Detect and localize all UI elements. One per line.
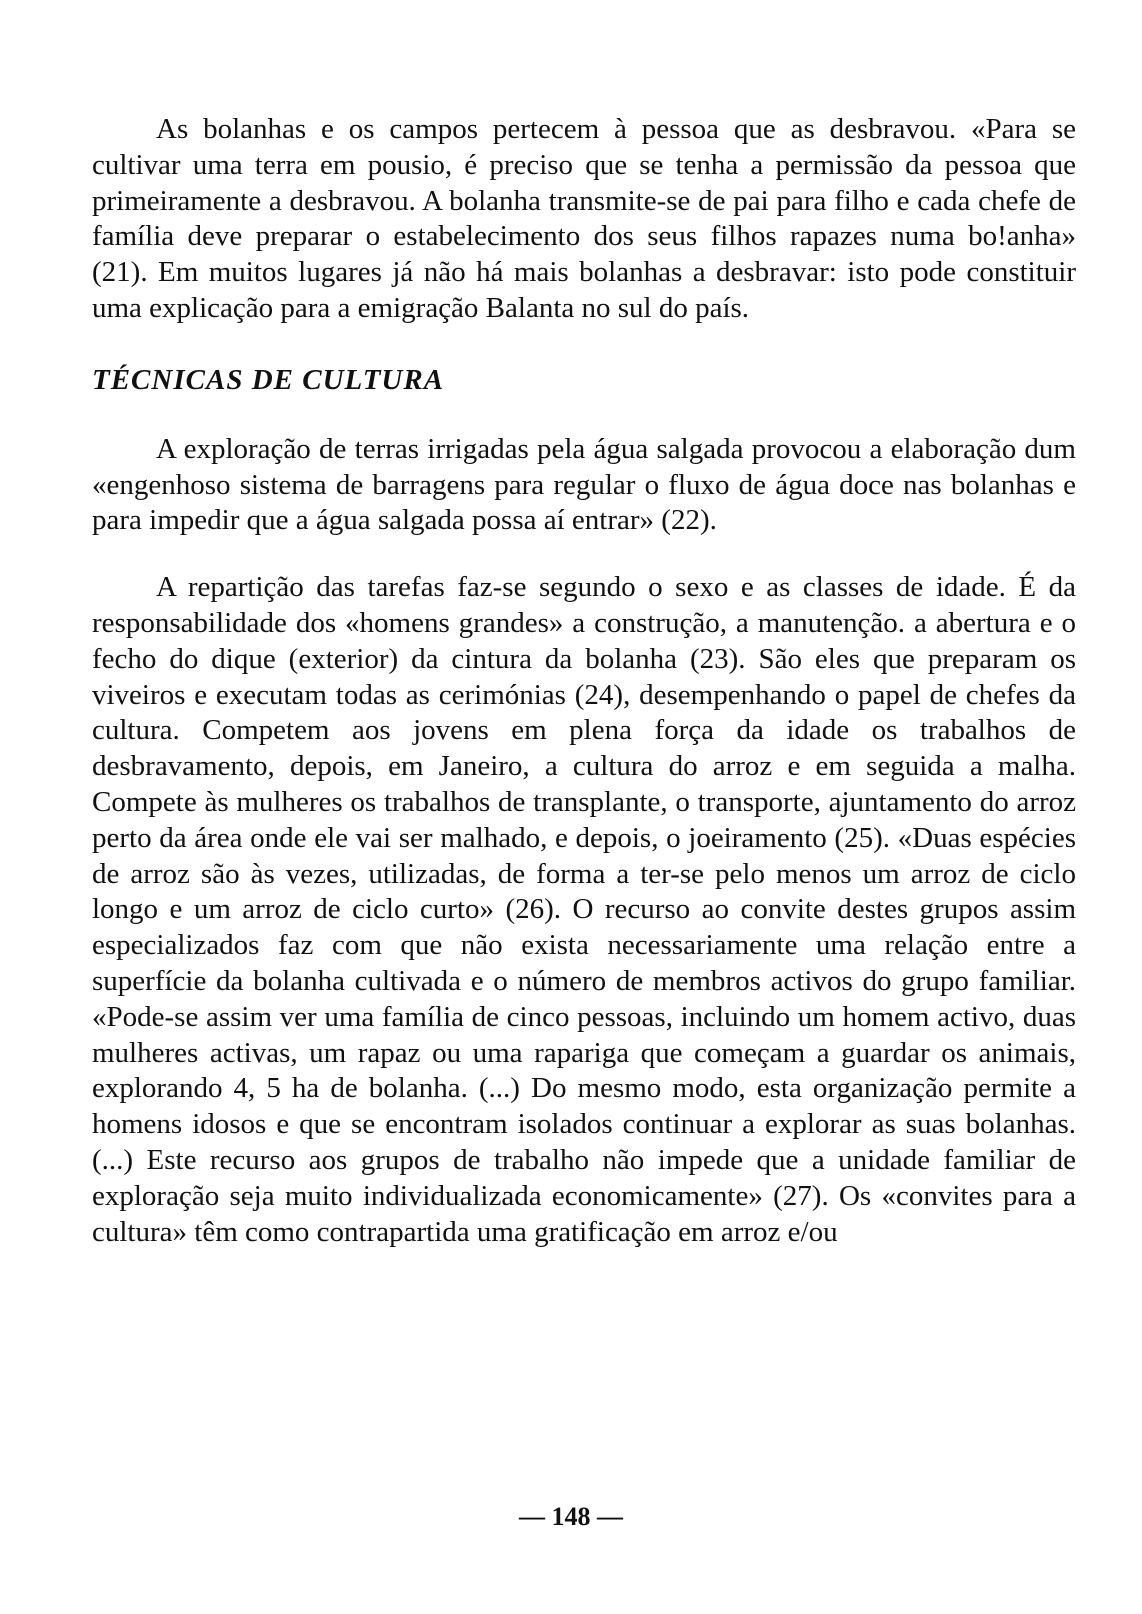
page-number: — 148 — — [519, 1502, 623, 1531]
paragraph-ownership: As bolanhas e os campos pertecem à pessoa que as desbravou. «Para se cultivar uma terra em pousio, é preciso que se tenha a permissão da pessoa que primeiramente a desbravou. A bolanha transmite-se de pai para filho e cada chefe de família deve preparar o estabelecimento dos seus filhos rapazes numa bo!anha» (21). Em muitos lugares já não há mais bolanhas a desbravar: isto pode constituir uma explicação para a emigração Balanta no sul do país. — [92, 113, 1076, 324]
section-title: TÉCNICAS DE CULTURA — [92, 363, 445, 396]
page-body — [92, 112, 1076, 1250]
paragraph-irrigation: A exploração de terras irrigadas pela água salgada provocou a elaboração dum «engenhoso sistema de barragens para regular o fluxo de água doce nas bolanhas e para impedir que a água salgada possa aí entrar» (22). — [92, 432, 1076, 537]
paragraph-division-of-tasks: A repartição das tarefas faz-se segundo o sexo e as classes de idade. É da responsabilidade dos «homens grandes» a construção, a manutenção. a abertura e o fecho do dique (exterior) da cintura da bolanha (23). São eles que preparam os viveiros e executam todas as cerimónias (24), desempenhando o papel de chefes da cultura. Competem aos jovens em plena força da idade os trabalhos de desbravamento, depois, em Janeiro, a cultura do arroz e em seguida a malha. Compete às mulheres os trabalhos de transplante, o transporte, ajuntamento do arroz perto da área onde ele vai ser malhado, e depois, o joeiramento (25). «Duas espécies de arroz são às vezes, utilizadas, de forma a ter-se pelo menos um arroz de ciclo longo e um arroz de ciclo curto» (26). O recurso ao convite destes grupos assim especializados faz com que não exista necessariamente uma relação entre a superfície da bolanha cultivada e o número de membros activos do grupo familiar. «Pode-se assim ver uma família de cinco pessoas, incluindo um homem activo, duas mulheres activas, um rapaz ou uma rapariga que começam a guardar os animais, explorando 4, 5 ha de bolanha. (...) Do mesmo modo, esta organização permite a homens idosos e que se encontram isolados continuar a explorar as suas bolanhas. (...) Este recurso aos grupos de trabalho não impede que a unidade familiar de exploração seja muito individualizada economicamente» (27). Os «convites para a cultura» têm como contrapartida uma gratificação em arroz e/ou — [92, 571, 1076, 1248]
